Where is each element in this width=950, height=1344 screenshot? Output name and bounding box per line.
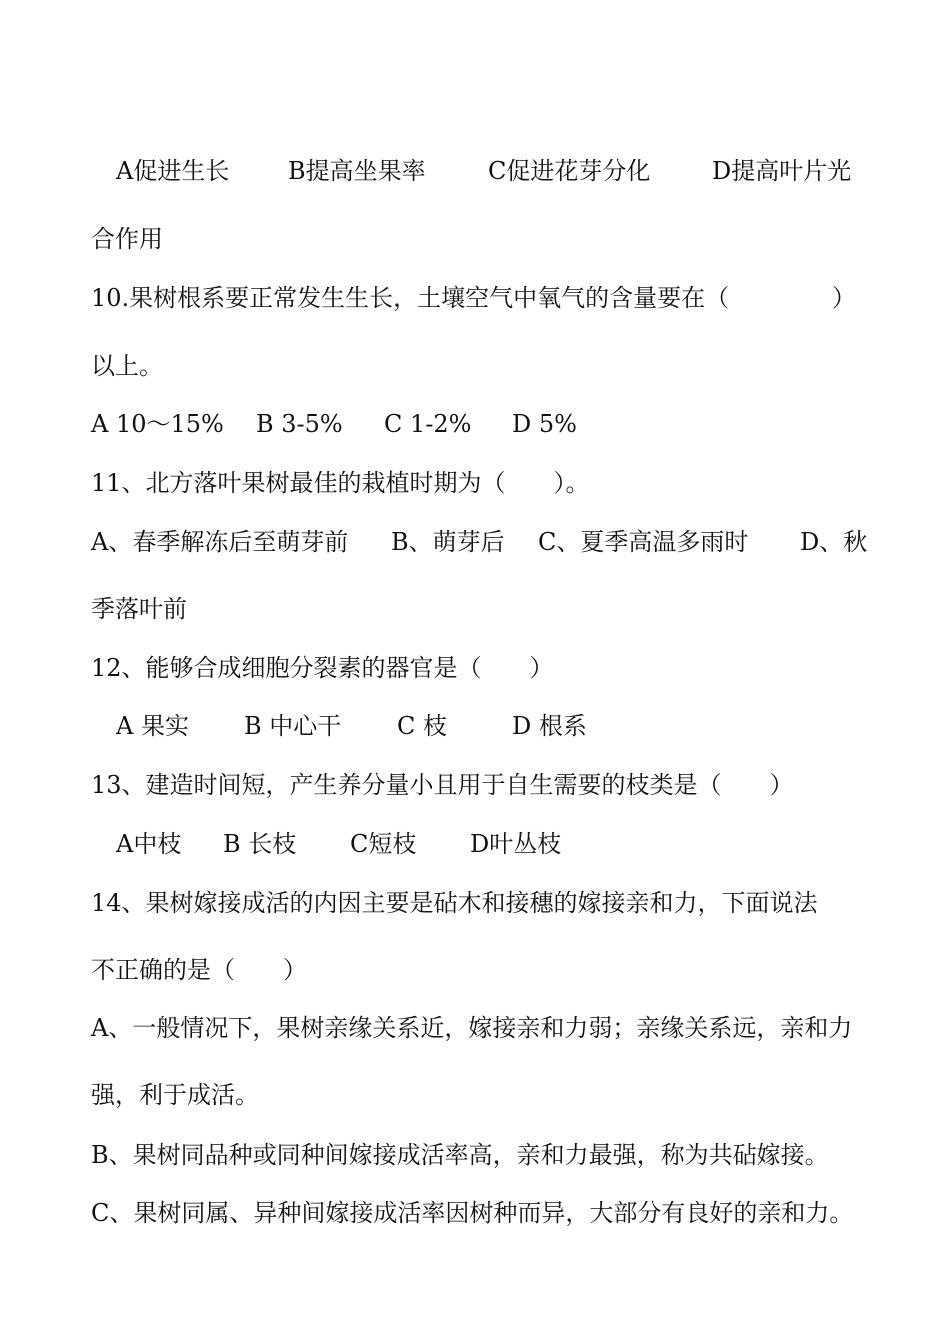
- q13-stem: 13、建造时间短，产生养分量小且用于自生需要的枝类是（ ）: [91, 771, 794, 799]
- q9-option-c: C促进花芽分化: [488, 157, 651, 185]
- q9-option-a: A促进生长: [116, 157, 230, 185]
- q11-option-b: B、萌芽后: [391, 528, 505, 556]
- q11-option-a: A、春季解冻后至萌芽前: [91, 528, 349, 556]
- q13-option-a: A中枝: [116, 830, 182, 858]
- q11-option-c: C、夏季高温多雨时: [538, 528, 749, 556]
- q14-stem: 14、果树嫁接成活的内因主要是砧木和接穗的嫁接亲和力，下面说法: [91, 889, 818, 917]
- q12-option-b: B 中心干: [244, 712, 342, 740]
- q9-option-b: B提高坐果率: [288, 157, 426, 185]
- q10-option-a: A 10～15%: [91, 410, 224, 438]
- q12-stem: 12、能够合成细胞分裂素的器官是（ ）: [91, 654, 554, 682]
- q14-option-c: C、果树同属、异种间嫁接成活率因树种而异，大部分有良好的亲和力。: [91, 1199, 854, 1227]
- q14-option-a: A、一般情况下，果树亲缘关系近，嫁接亲和力弱；亲缘关系远，亲和力: [91, 1014, 853, 1042]
- q10-option-d: D 5%: [512, 410, 577, 438]
- q13-option-d: D叶丛枝: [470, 830, 562, 858]
- q10-stem-bracket: ）: [832, 284, 856, 312]
- q10-option-c: C 1-2%: [384, 410, 472, 438]
- q11-option-d-continued: 季落叶前: [91, 595, 187, 623]
- q11-stem: 11、北方落叶果树最佳的栽植时期为（ ）。: [91, 469, 590, 497]
- q9-option-d: D提高叶片光: [712, 157, 852, 185]
- q13-option-c: C短枝: [350, 830, 417, 858]
- q10-stem-text: 10.果树根系要正常发生生长，土壤空气中氧气的含量要在（: [91, 284, 730, 312]
- q14-stem-continued: 不正确的是（ ）: [91, 956, 307, 984]
- q12-option-d: D 根系: [512, 712, 587, 740]
- q10-option-b: B 3-5%: [256, 410, 343, 438]
- q13-option-b: B 长枝: [223, 830, 297, 858]
- q14-option-a-continued: 强，利于成活。: [91, 1081, 259, 1109]
- q12-option-a: A 果实: [116, 712, 189, 740]
- q14-option-b: B、果树同品种或同种间嫁接成活率高，亲和力最强，称为共砧嫁接。: [91, 1141, 829, 1169]
- q11-option-d: D、秋: [800, 528, 868, 556]
- q12-option-c: C 枝: [397, 712, 447, 740]
- q10-stem-continued: 以上。: [91, 352, 163, 380]
- q9-option-d-continued: 合作用: [91, 225, 163, 253]
